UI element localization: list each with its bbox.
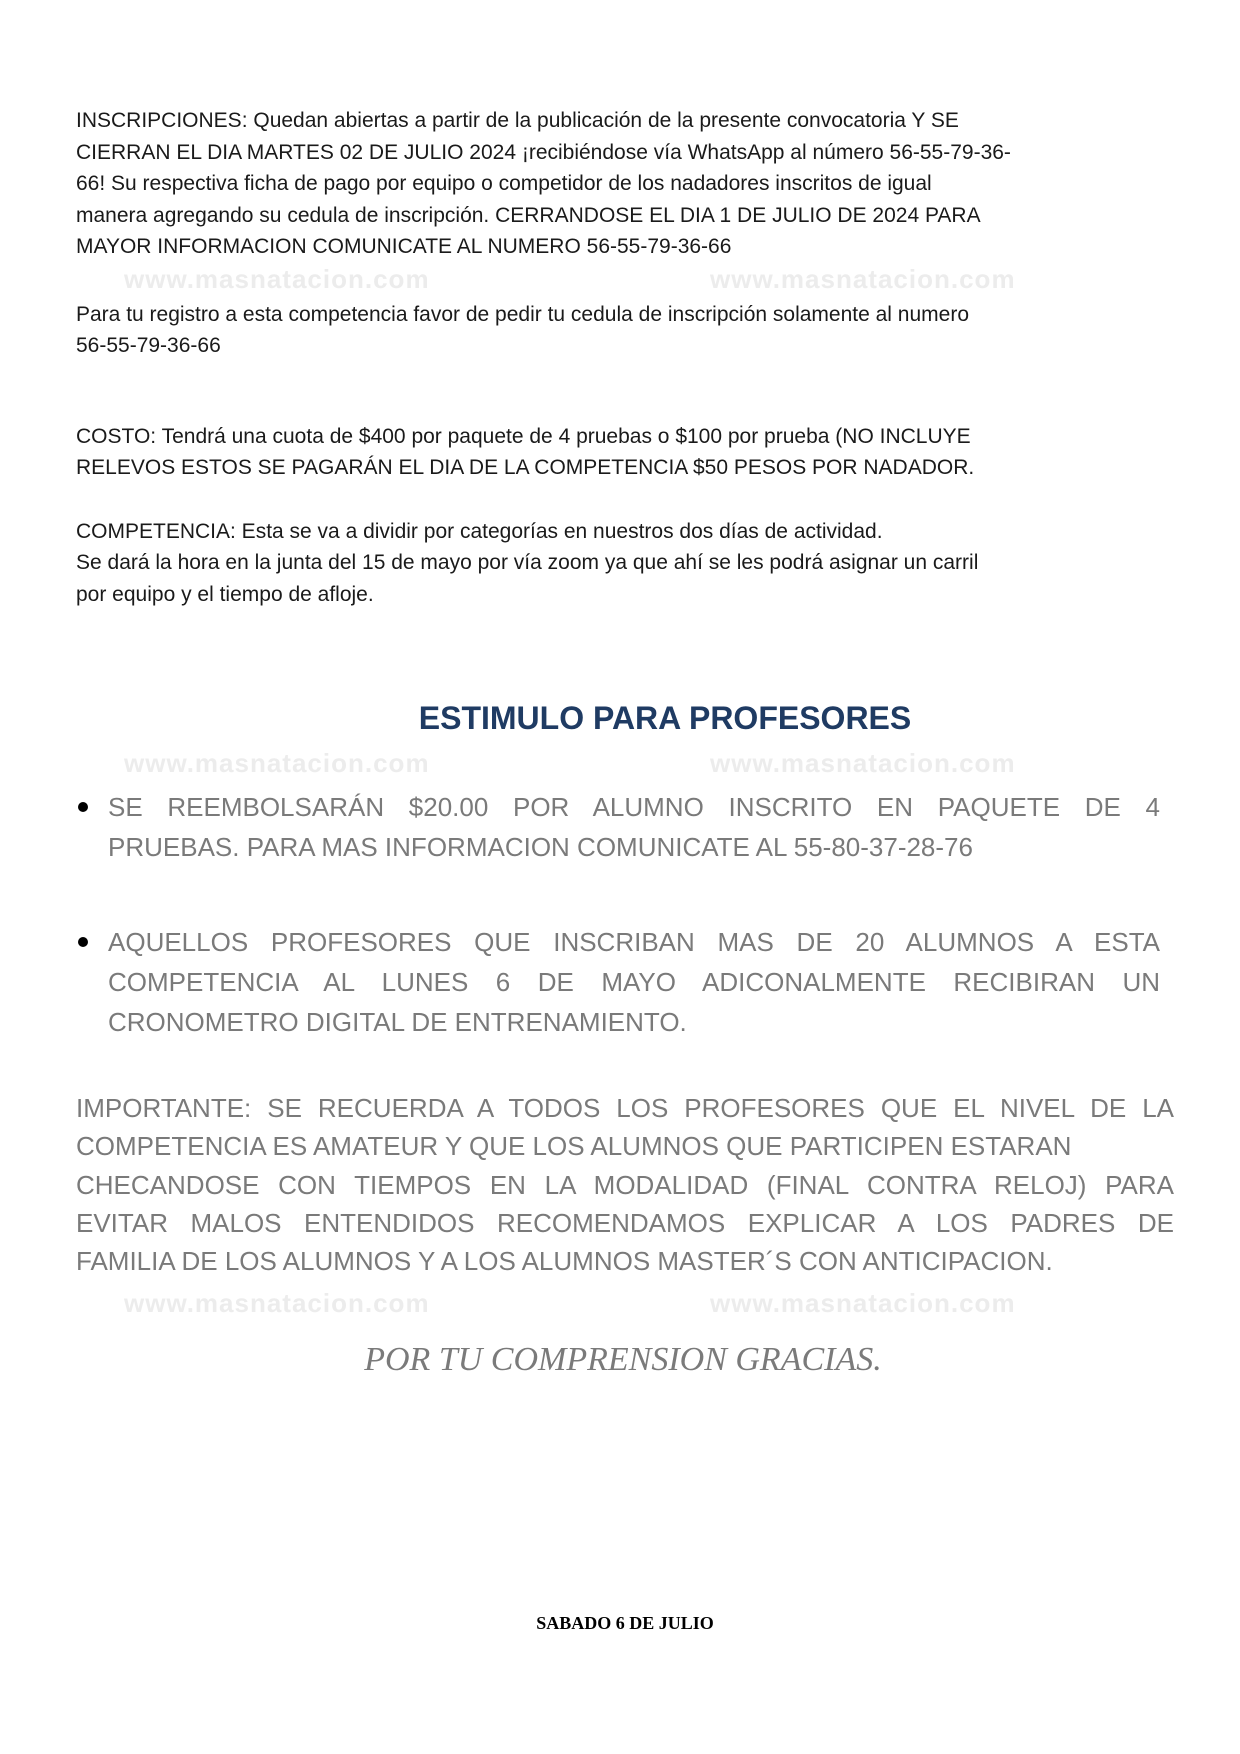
text-line: CIERRAN EL DIA MARTES 02 DE JULIO 2024 ¡recibiéndose vía WhatsApp al número 56-55-79-36- (76, 141, 1011, 164)
text-line: RELEVOS ESTOS SE PAGARÁN EL DIA DE LA COMPETENCIA $50 PESOS POR NADADOR. (76, 456, 975, 479)
bullet-icon (78, 937, 88, 947)
text-line: 66! Su respectiva ficha de pago por equipo o competidor de los nadadores inscritos de igual (76, 172, 932, 195)
text-line: PRUEBAS. PARA MAS INFORMACION COMUNICATE AL 55-80-37-28-76 (108, 832, 973, 862)
text-line: manera agregando su cedula de inscripción. CERRANDOSE EL DIA 1 DE JULIO DE 2024 PARA (76, 204, 981, 227)
watermark: www.masnatacion.com (124, 264, 430, 294)
text-line: por equipo y el tiempo de afloje. (76, 583, 374, 606)
watermark: www.masnatacion.com (710, 748, 1016, 778)
bullet-icon (78, 802, 88, 812)
watermark: www.masnatacion.com (124, 1288, 430, 1318)
text-line: MAYOR INFORMACION COMUNICATE AL NUMERO 56-55-79-36-66 (76, 235, 732, 258)
text-line: COMPETENCIA ES AMATEUR Y QUE LOS ALUMNOS QUE PARTICIPEN ESTARAN (76, 1131, 1072, 1161)
text-line: EVITAR MALOS ENTENDIDOS RECOMENDAMOS EXPLICAR A LOS PADRES DE (76, 1208, 1174, 1238)
section-title: ESTIMULO PARA PROFESORES (418, 700, 912, 736)
text-line: INSCRIPCIONES: Quedan abiertas a partir de la publicación de la presente convocatoria Y SE (76, 109, 959, 132)
text-line: CHECANDOSE CON TIEMPOS EN LA MODALIDAD (FINAL CONTRA RELOJ) PARA (76, 1170, 1174, 1200)
thanks-text: POR TU COMPRENSION GRACIAS. (364, 1341, 882, 1378)
text-line: IMPORTANTE: SE RECUERDA A TODOS LOS PROFESORES QUE EL NIVEL DE LA (76, 1093, 1174, 1123)
text-line: AQUELLOS PROFESORES QUE INSCRIBAN MAS DE 20 ALUMNOS A ESTA (108, 927, 1160, 957)
watermark: www.masnatacion.com (710, 1288, 1016, 1318)
date-heading: SABADO 6 DE JULIO (536, 1613, 714, 1633)
text-line: 56-55-79-36-66 (76, 334, 221, 357)
text-line: COMPETENCIA AL LUNES 6 DE MAYO ADICONALMENTE RECIBIRAN UN (108, 967, 1160, 997)
text-line: SE REEMBOLSARÁN $20.00 POR ALUMNO INSCRITO EN PAQUETE DE 4 (108, 792, 1160, 822)
text-line: FAMILIA DE LOS ALUMNOS Y A LOS ALUMNOS MASTER´S CON ANTICIPACION. (76, 1246, 1053, 1276)
watermark: www.masnatacion.com (710, 264, 1016, 294)
text-line: Se dará la hora en la junta del 15 de mayo por vía zoom ya que ahí se les podrá asignar un carril (76, 551, 979, 574)
text-line: Para tu registro a esta competencia favor de pedir tu cedula de inscripción solamente al numero (76, 303, 969, 326)
text-line: COSTO: Tendrá una cuota de $400 por paquete de 4 pruebas o $100 por prueba (NO INCLUYE (76, 425, 971, 448)
watermark: www.masnatacion.com (124, 748, 430, 778)
text-line: CRONOMETRO DIGITAL DE ENTRENAMIENTO. (108, 1007, 687, 1037)
text-line: COMPETENCIA: Esta se va a dividir por categorías en nuestros dos días de actividad. (76, 520, 883, 543)
